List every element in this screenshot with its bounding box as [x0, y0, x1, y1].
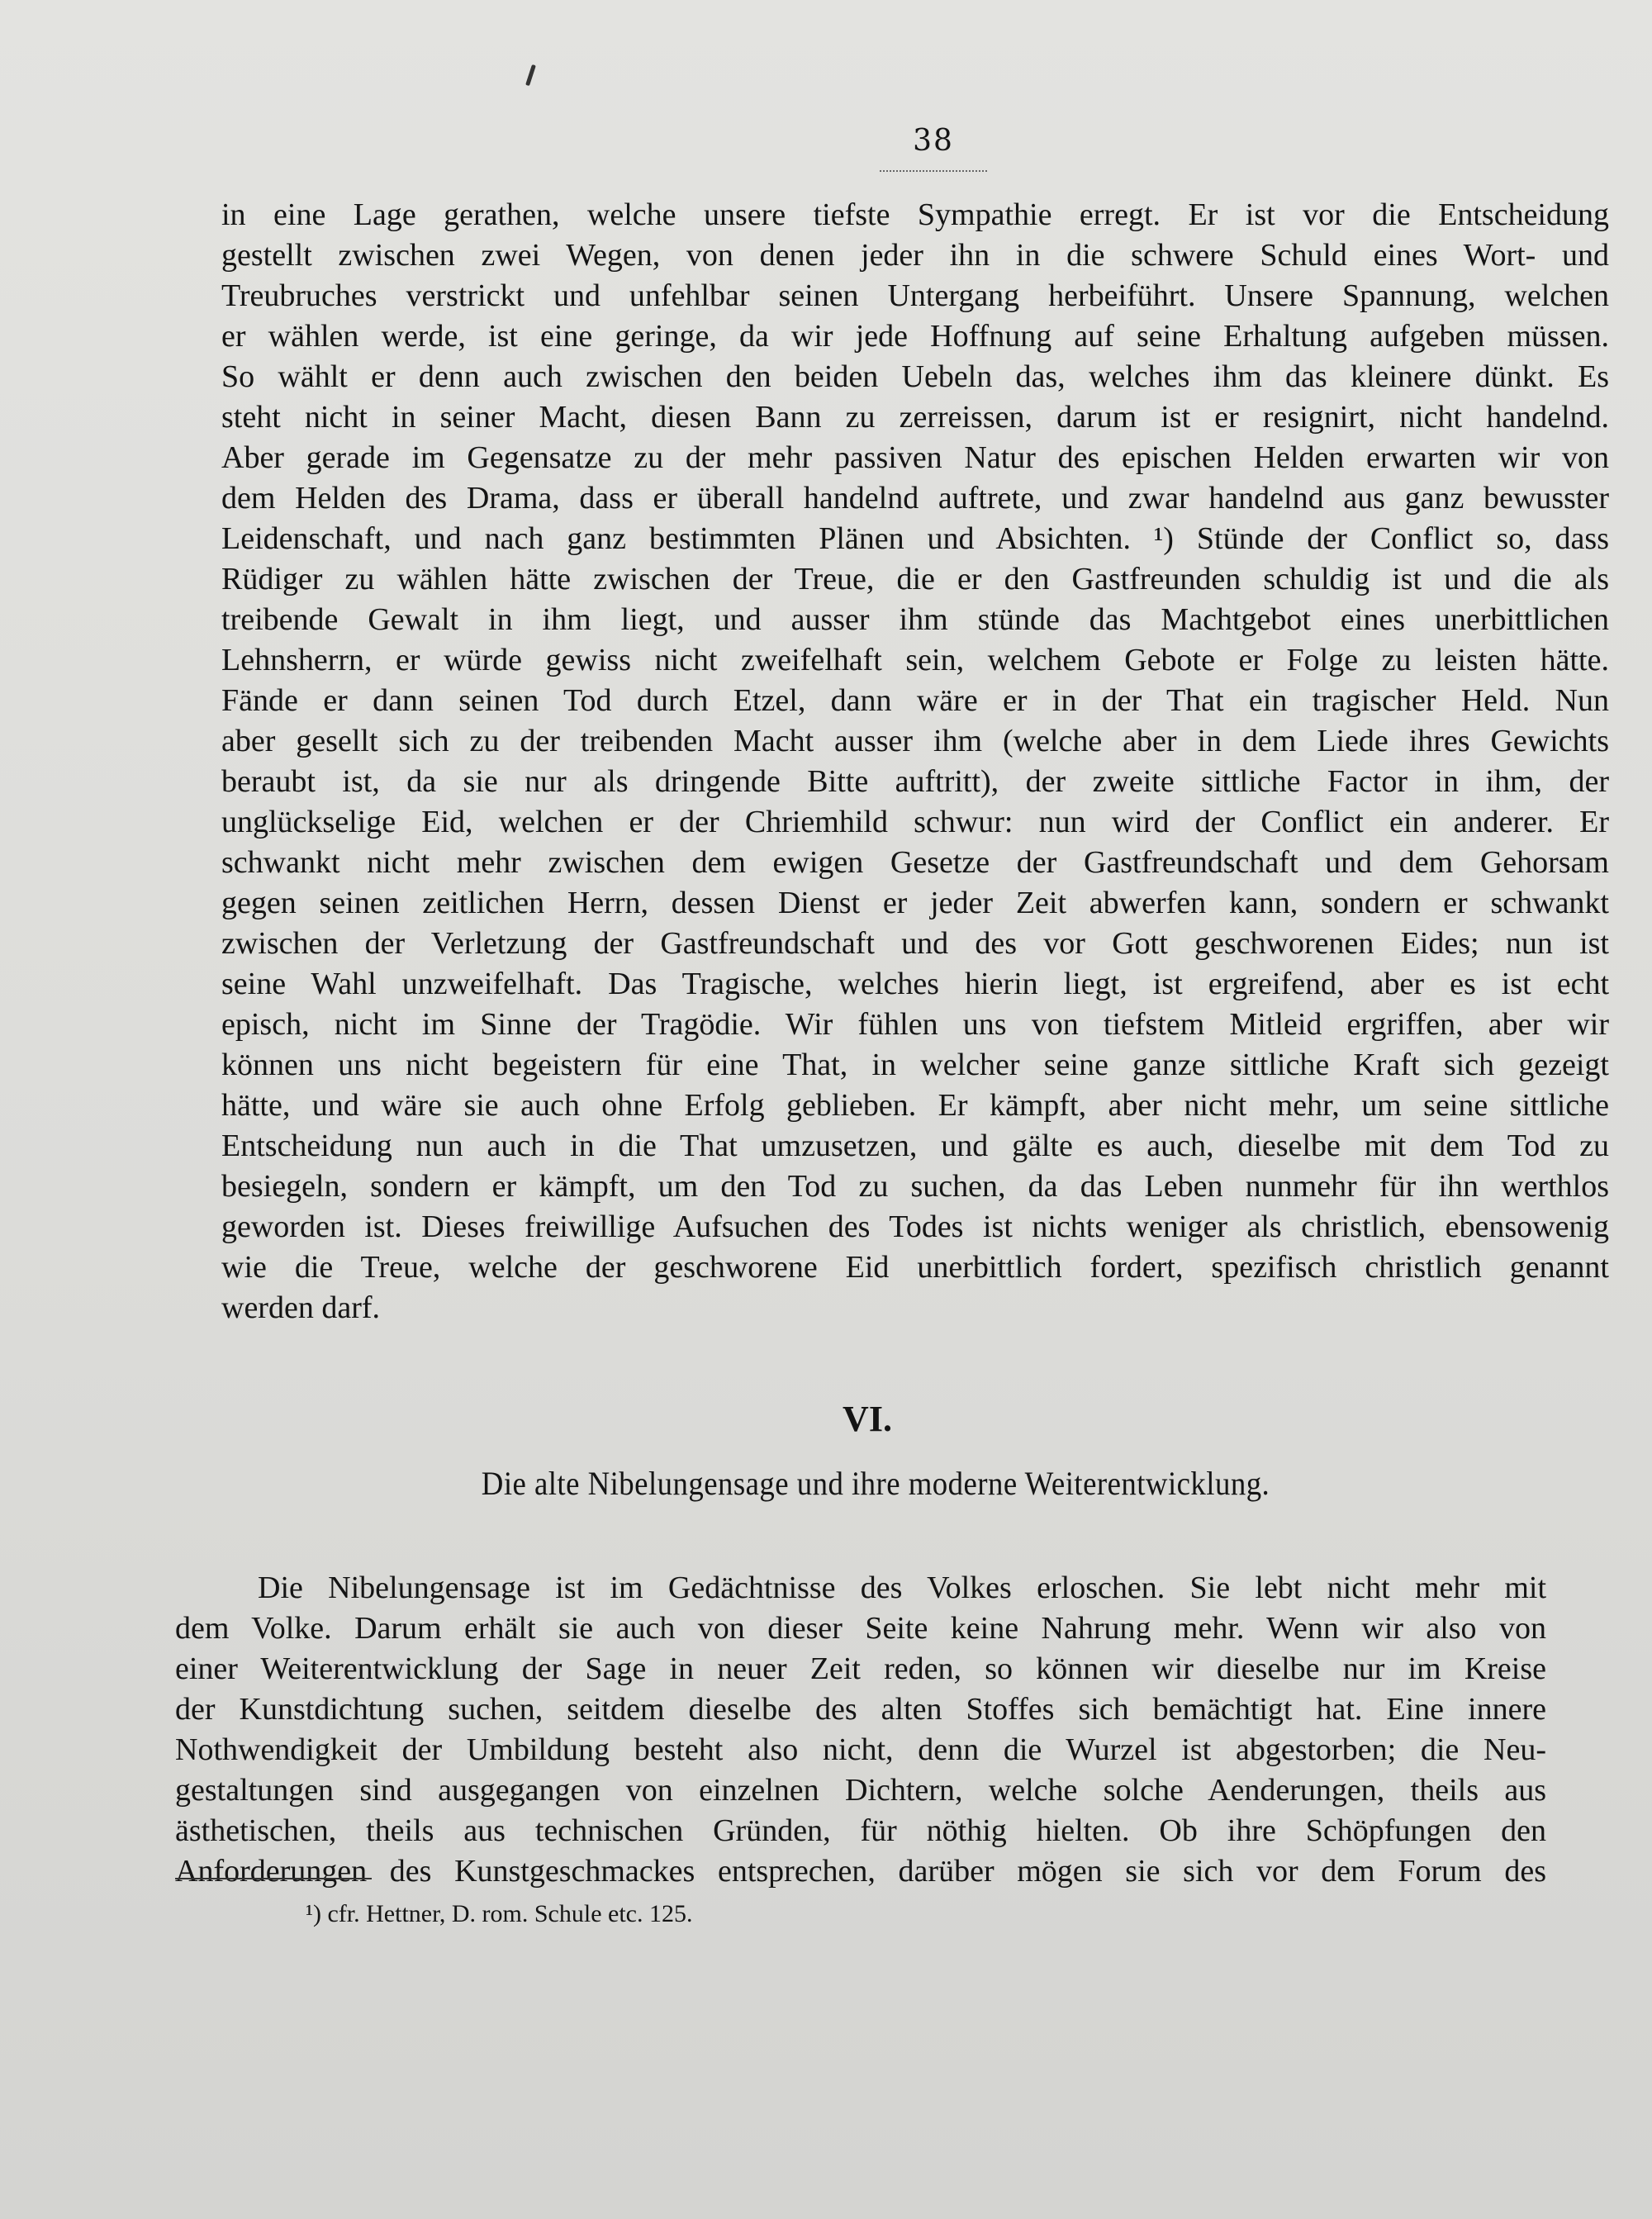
text-line: gegen seinen zeitlichen Herrn, dessen Dienst er jeder Zeit abwerfen kann, sondern er schwankt — [221, 886, 1609, 920]
stray-ink-mark — [525, 64, 536, 86]
text-line: geworden ist. Dieses freiwillige Aufsuchen des Todes ist nichts weniger als christlich, ebensowenig — [221, 1209, 1609, 1244]
text-line: aber gesellt sich zu der treibenden Macht ausser ihm (welche aber in dem Liede ihres Gewichts — [221, 724, 1609, 758]
text-line: Entscheidung nun auch in die That umzusetzen, und gälte es auch, dieselbe mit dem Tod zu — [221, 1129, 1609, 1163]
text-line: können uns nicht begeistern für eine That, in welcher seine ganze sittliche Kraft sich gezeigt — [221, 1048, 1609, 1082]
text-line: unglückselige Eid, welchen er der Chriemhild schwur: nun wird der Conflict ein anderer. Er — [221, 805, 1609, 839]
text-line: Rüdiger zu wählen hätte zwischen der Treue, die er den Gastfreunden schuldig ist und die als — [221, 562, 1609, 596]
text-line: episch, nicht im Sinne der Tragödie. Wir fühlen uns von tiefstem Mitleid ergriffen, aber wir — [221, 1007, 1609, 1042]
text-line: hätte, und wäre sie auch ohne Erfolg geblieben. Er kämpft, aber nicht mehr, um seine sittliche — [221, 1088, 1609, 1123]
page-number-ornament — [880, 165, 987, 172]
text-line: werden darf. — [221, 1290, 381, 1325]
text-line: ästhetischen, theils aus technischen Gründen, für nöthig hielten. Ob ihre Schöpfungen den — [175, 1813, 1546, 1848]
text-line: besiegeln, sondern er kämpft, um den Tod zu suchen, da das Leben nunmehr für ihn werthlos — [221, 1169, 1609, 1204]
paragraph-1 — [221, 195, 1609, 1328]
text-line: zwischen der Verletzung der Gastfreundschaft und des vor Gott geschworenen Eides; nun ist — [221, 926, 1609, 961]
text-line: dem Volke. Darum erhält sie auch von dieser Seite keine Nahrung mehr. Wenn wir also von — [175, 1611, 1546, 1646]
text-line: einer Weiterentwicklung der Sage in neuer Zeit reden, so können wir dieselbe nur im Kreise — [175, 1651, 1546, 1686]
text-line: Anforderungen des Kunstgeschmackes entsprechen, darüber mögen sie sich vor dem Forum des — [175, 1854, 1546, 1889]
footnote: ¹) cfr. Hettner, D. rom. Schule etc. 125. — [306, 1900, 693, 1927]
text-line: So wählt er denn auch zwischen den beiden Uebeln das, welches ihm das kleinere dünkt. Es — [221, 359, 1609, 394]
footnote-divider — [175, 1878, 372, 1879]
text-line: Lehnsherrn, er würde gewiss nicht zweifelhaft sein, welchem Gebote er Folge zu leisten hätte. — [221, 643, 1609, 677]
text-line: Leidenschaft, und nach ganz bestimmten Plänen und Absichten. ¹) Stünde der Conflict so, dass — [221, 521, 1609, 556]
text-line: seine Wahl unzweifelhaft. Das Tragische, welches hierin liegt, ist ergreifend, aber es ist echt — [221, 967, 1609, 1001]
paragraph-2 — [175, 1568, 1546, 1892]
text-line: in eine Lage gerathen, welche unsere tiefste Sympathie erregt. Er ist vor die Entscheidung — [221, 197, 1609, 232]
text-line: dem Helden des Drama, dass er überall handelnd auftrete, und zwar handelnd aus ganz bewusster — [221, 481, 1609, 516]
text-line: schwankt nicht mehr zwischen dem ewigen Gesetze der Gastfreundschaft und dem Gehorsam — [221, 845, 1609, 880]
text-line: Treubruches verstrickt und unfehlbar seinen Untergang herbeiführt. Unsere Spannung, welchen — [221, 278, 1609, 313]
text-line: der Kunstdichtung suchen, seitdem dieselbe des alten Stoffes sich bemächtigt hat. Eine innere — [175, 1692, 1546, 1727]
text-line: er wählen werde, ist eine geringe, da wir jede Hoffnung auf seine Erhaltung aufgeben müssen. — [221, 319, 1609, 354]
text-line: Fände er dann seinen Tod durch Etzel, dann wäre er in der That ein tragischer Held. Nun — [221, 683, 1609, 718]
text-line: gestellt zwischen zwei Wegen, von denen jeder ihn in die schwere Schuld eines Wort- und — [221, 238, 1609, 273]
text-line: Nothwendigkeit der Umbildung besteht also nicht, denn die Wurzel ist abgestorben; die Neu- — [175, 1732, 1546, 1767]
page-number: 38 — [913, 124, 954, 158]
section-title: Die alte Nibelungensage und ihre moderne Weiterentwicklung. — [481, 1465, 1270, 1502]
text-line: Aber gerade im Gegensatze zu der mehr passiven Natur des epischen Helden erwarten wir von — [221, 440, 1609, 475]
text-line: wie die Treue, welche der geschworene Eid unerbittlich fordert, spezifisch christlich genannt — [221, 1250, 1609, 1285]
text-line: Die Nibelungensage ist im Gedächtnisse des Volkes erloschen. Sie lebt nicht mehr mit — [258, 1570, 1546, 1605]
section-numeral: VI. — [843, 1399, 892, 1439]
text-line: gestaltungen sind ausgegangen von einzelnen Dichtern, welche solche Aenderungen, theils aus — [175, 1773, 1546, 1808]
text-line: treibende Gewalt in ihm liegt, und ausser ihm stünde das Machtgebot eines unerbittlichen — [221, 602, 1609, 637]
text-line: steht nicht in seiner Macht, diesen Bann zu zerreissen, darum ist er resignirt, nicht handelnd. — [221, 400, 1609, 435]
text-line: beraubt ist, da sie nur als dringende Bitte auftritt), der zweite sittliche Factor in ihm, der — [221, 764, 1609, 799]
